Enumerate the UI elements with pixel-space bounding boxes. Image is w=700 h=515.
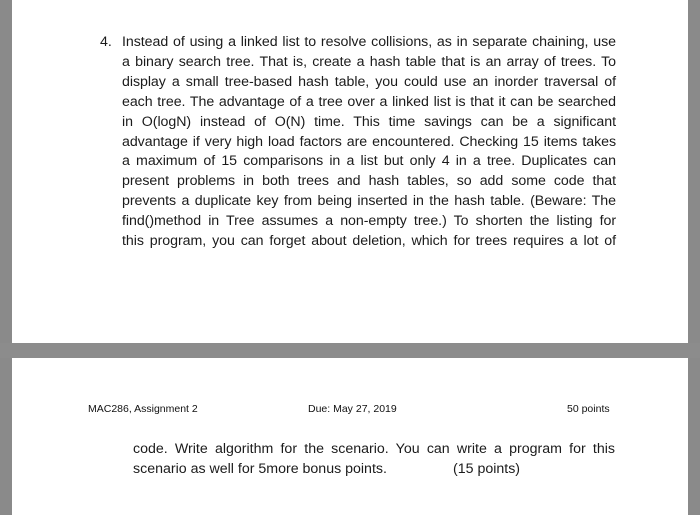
question-line: advantage if very high load factors are encountered. Checking 15 items takes <box>122 133 616 150</box>
question-line: a maximum of 15 comparisons in a list but only 4 in a tree. Duplicates can <box>122 153 616 170</box>
continuation-line: code. Write algorithm for the scenario. You can write a program for this <box>133 441 615 457</box>
question-text <box>122 33 616 252</box>
question-line: present problems in both trees and hash tables, so add some code that <box>122 173 616 190</box>
question-line: a binary search tree. That is, create a hash table that is an array of trees. To <box>122 53 616 70</box>
question-line: Instead of using a linked list to resolve collisions, as in separate chaining, use <box>122 34 616 50</box>
question-line: display a small tree-based hash table, you could use an inorder traversal of <box>122 73 616 90</box>
page-break-separator <box>0 343 700 358</box>
question-line: in O(logN) instead of O(N) time. This time savings can be a significant <box>122 113 616 130</box>
question-line: prevents a duplicate key from being inserted in the hash table. (Beware: The <box>122 193 616 210</box>
question-line: each tree. The advantage of a tree over a linked list is that it can be searched <box>122 93 616 110</box>
right-margin-bar <box>688 0 700 515</box>
question-number: 4. <box>100 34 112 50</box>
question-points: (15 points) <box>453 461 521 477</box>
total-points: 50 points <box>567 403 610 415</box>
due-date: Due: May 27, 2019 <box>308 403 397 415</box>
question-line: this program, you can forget about deletion, which for trees requires a lot of <box>122 233 616 250</box>
left-margin-bar <box>0 0 12 515</box>
continuation-line: scenario as well for 5more bonus points. <box>133 461 387 477</box>
question-continuation <box>133 439 615 479</box>
page-lower <box>12 358 688 515</box>
course-label: MAC286, Assignment 2 <box>88 403 198 415</box>
question-line: find()method in Tree assumes a non-empty tree.) To shorten the listing for <box>122 213 616 230</box>
